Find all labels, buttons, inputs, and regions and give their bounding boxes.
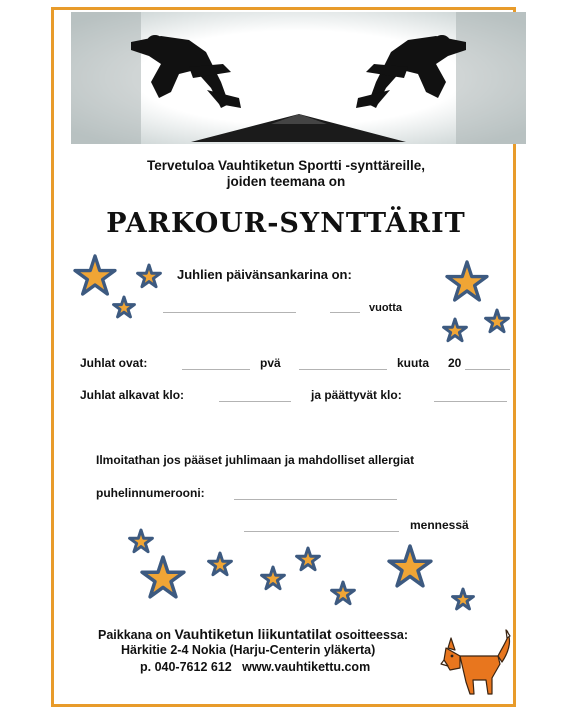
- star-icon: [447, 262, 487, 300]
- deadline-label: mennessä: [410, 518, 469, 532]
- phone-label: puhelinnumerooni:: [96, 486, 205, 500]
- star-icon: [332, 582, 355, 604]
- fox-logo-icon: [440, 626, 520, 698]
- end-time-label: ja päättyvät klo:: [311, 388, 402, 402]
- intro-line-2: joiden teemana on: [226, 174, 346, 189]
- star-icon: [75, 256, 115, 294]
- star-icon: [486, 310, 509, 332]
- contact-text: p. 040-7612 612 www.vauhtikettu.com: [140, 660, 371, 674]
- star-icon: [389, 546, 431, 586]
- start-time-label: Juhlat alkavat klo:: [80, 388, 185, 402]
- star-icon: [209, 553, 232, 575]
- intro-line-1: Tervetuloa Vauhtiketun Sportti -synttäreille,: [146, 158, 426, 173]
- star-icon: [453, 589, 474, 609]
- star-icon: [130, 530, 153, 552]
- star-icon: [114, 297, 135, 317]
- address-text: Härkitie 2-4 Nokia (Harju-Centerin yläkerta): [121, 643, 376, 657]
- place-line: [98, 626, 408, 642]
- month-label: kuuta: [397, 356, 430, 370]
- place-name: Vauhtiketun liikuntatilat: [174, 626, 332, 642]
- date-label: Juhlat ovat:: [80, 356, 148, 370]
- star-icon: [138, 265, 161, 287]
- years-label: vuotta: [369, 302, 402, 314]
- day-label: pvä: [260, 356, 281, 370]
- star-icon: [297, 548, 320, 570]
- star-icon: [142, 557, 184, 597]
- rsvp-line: Ilmoitathan jos pääset juhlimaan ja mahdolliset allergiat: [96, 453, 415, 467]
- year-prefix: 20: [448, 356, 462, 370]
- star-icon: [262, 567, 285, 589]
- place-prefix: Paikkana on: [98, 628, 171, 642]
- place-suffix: osoitteessa:: [335, 628, 409, 642]
- page-title: PARKOUR-SYNTTÄRIT: [106, 208, 466, 239]
- star-icon: [444, 319, 467, 341]
- honoree-label: Juhlien päivänsankarina on:: [177, 267, 352, 282]
